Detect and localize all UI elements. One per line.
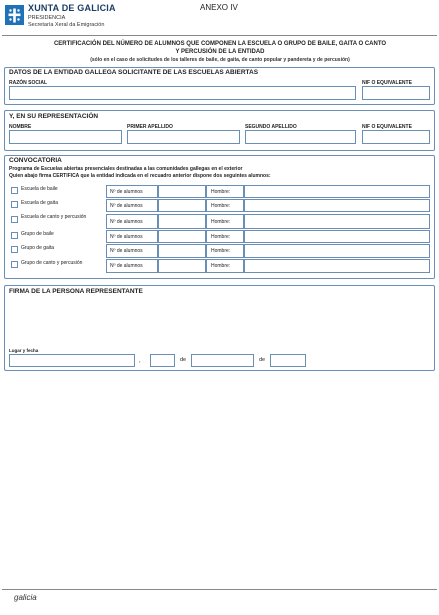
escuela-gaita-name-label: Hombre:	[211, 203, 231, 209]
date-de-2: de	[259, 357, 266, 363]
signature-section-title: FIRMA DE LA PERSONA REPRESENTANTE	[9, 288, 143, 295]
grupo-canto-checkbox[interactable]	[11, 261, 18, 268]
segundo-apellido-label: SEGUNDO APELLIDO	[245, 124, 297, 130]
document-title-line2: Y PERCUSIÓN DE LA ENTIDAD	[175, 49, 265, 55]
grupo-canto-name-label: Hombre:	[211, 263, 231, 269]
escuela-canto-name-label: Hombre:	[211, 219, 231, 225]
escuela-baile-name-label: Hombre:	[211, 189, 231, 195]
place-date-label: Lugar y fecha	[9, 348, 39, 353]
escuela-gaita-count-label: Nº de alumnos	[110, 203, 143, 209]
date-de-1: de	[180, 357, 187, 363]
grupo-gaita-name-field[interactable]	[244, 244, 430, 258]
document-title	[20, 40, 420, 56]
grupo-gaita-label: Grupo de gaita	[21, 245, 55, 251]
razon-social-field[interactable]	[9, 86, 356, 100]
escuela-canto-label: Escuela de canto y percusión	[21, 214, 87, 220]
entity-section-title: DATOS DE LA ENTIDAD GALLEGA SOLICITANTE DE LAS ESCUELAS ABIERTAS	[9, 69, 259, 76]
razon-social-label: RAZÓN SOCIAL	[9, 80, 48, 86]
nombre-label: NOMBRE	[9, 124, 32, 130]
convocatoria-certifies: Quien abajo firma CERTIFICA que la entidad indicada en el recuadro anterior dispone dos seguintes alumnos:	[9, 173, 271, 179]
escuela-gaita-label: Escuela de gaita	[21, 200, 58, 206]
day-field[interactable]	[150, 354, 175, 367]
grupo-canto-name-field[interactable]	[244, 259, 430, 273]
grupo-canto-count-label: Nº de alumnos	[110, 263, 143, 269]
escuela-baile-label: Escuela de baile	[21, 186, 58, 192]
escuela-canto-count-field[interactable]	[158, 214, 206, 229]
year-field[interactable]	[270, 354, 306, 367]
escuela-baile-name-field[interactable]	[244, 185, 430, 198]
galicia-logo: galicia	[14, 593, 37, 602]
escuela-gaita-name-field[interactable]	[244, 199, 430, 212]
escuela-baile-count-field[interactable]	[158, 185, 206, 198]
primer-apellido-label: PRIMER APELLIDO	[127, 124, 173, 130]
escuela-canto-checkbox[interactable]	[11, 216, 18, 223]
entity-nif-field[interactable]	[362, 86, 430, 100]
representative-section-title: Y, EN SU REPRESENTACIÓN	[9, 113, 99, 120]
grupo-baile-count-label: Nº de alumnos	[110, 234, 143, 240]
escuela-baile-count-label: Nº de alumnos	[110, 189, 143, 195]
month-field[interactable]	[191, 354, 254, 367]
annex-label: ANEXO IV	[200, 3, 238, 12]
header-divider	[2, 35, 437, 36]
xunta-logo-icon	[5, 5, 24, 25]
grupo-canto-count-field[interactable]	[158, 259, 206, 273]
nombre-field[interactable]	[9, 130, 122, 144]
place-field[interactable]	[9, 354, 135, 367]
convocatoria-section-title: CONVOCATORIA	[9, 157, 62, 164]
primer-apellido-field[interactable]	[127, 130, 240, 144]
escuela-canto-count-label: Nº de alumnos	[110, 219, 143, 225]
convocatoria-program: Programa de Escuelas abiertas presenciales destinadas a las comunidades gallegas en el exterior	[9, 166, 243, 172]
document-title-line1: CERTIFICACIÓN DEL NÚMERO DE ALUMNOS QUE COMPONEN LA ESCUELA O GRUPO DE BAILE, GAITA O CANTO	[53, 41, 387, 47]
escuela-baile-checkbox[interactable]	[11, 187, 18, 194]
document-note: (sólo en el caso de solicitudes de los talleres de baile, de gaita, de canto popular y pandereta y de percusión)	[90, 57, 350, 63]
segundo-apellido-field[interactable]	[245, 130, 356, 144]
representative-nif-label: NIF O EQUIVALENTE	[362, 124, 412, 130]
footer-divider	[2, 589, 437, 590]
place-comma: ,	[139, 358, 141, 364]
entity-nif-label: NIF O EQUIVALENTE	[362, 80, 412, 86]
grupo-gaita-name-label: Hombre:	[211, 248, 231, 254]
org-name: XUNTA DE GALICIA	[28, 3, 116, 13]
grupo-baile-count-field[interactable]	[158, 230, 206, 243]
grupo-gaita-count-field[interactable]	[158, 244, 206, 258]
org-unit: Secretaría Xeral da Emigración	[28, 22, 105, 28]
grupo-baile-label: Grupo de baile	[21, 231, 54, 237]
org-dept: PRESIDENCIA	[28, 15, 66, 21]
grupo-gaita-count-label: Nº de alumnos	[110, 248, 143, 254]
grupo-baile-name-field[interactable]	[244, 230, 430, 243]
grupo-baile-checkbox[interactable]	[11, 232, 18, 239]
grupo-baile-name-label: Hombre:	[211, 234, 231, 240]
representative-nif-field[interactable]	[362, 130, 430, 144]
escuela-gaita-count-field[interactable]	[158, 199, 206, 212]
escuela-gaita-checkbox[interactable]	[11, 201, 18, 208]
escuela-canto-name-field[interactable]	[244, 214, 430, 229]
grupo-canto-label: Grupo de canto y percusión	[21, 260, 83, 266]
grupo-gaita-checkbox[interactable]	[11, 246, 18, 253]
